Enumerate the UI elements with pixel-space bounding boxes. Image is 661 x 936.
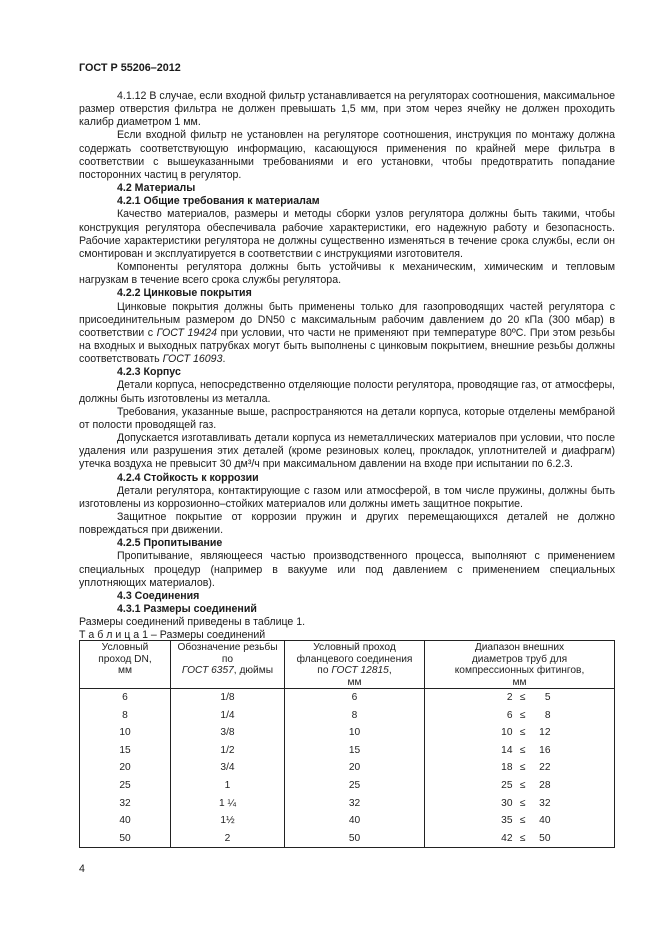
- cell-flange: 50: [285, 830, 425, 848]
- section-heading: 4.2.2 Цинковые покрытия: [117, 287, 252, 300]
- table-row: [80, 777, 615, 795]
- range-min: 42: [501, 832, 513, 844]
- document-body: [79, 90, 615, 643]
- cell-dn: 15: [80, 742, 171, 760]
- connection-sizes-table: [79, 640, 615, 848]
- table-row: [80, 689, 615, 707]
- cell-pipe-range: [425, 830, 615, 848]
- paragraph: Детали регулятора, контактирующие с газом или атмосферой, в том числе пружины, должны быть изготовлены из коррозионно–стойких материалов или должны иметь защитное покрытие.: [79, 484, 615, 510]
- range-symbol: ≤: [519, 744, 526, 756]
- document-header: ГОСТ Р 55206–2012: [79, 62, 181, 74]
- paragraph: Детали корпуса, непосредственно отделяющие полости регулятора, проводящие газ, от атмосферы, должны быть изготовлены из металла.: [79, 379, 615, 405]
- cell-pipe-range: [425, 795, 615, 813]
- cell-dn: 10: [80, 724, 171, 742]
- cell-dn: 25: [80, 777, 171, 795]
- column-header-flange: Условный проход фланцевого соединения по ГОСТ 12815, мм: [285, 641, 425, 689]
- cell-pipe-range: [425, 689, 615, 707]
- range-max: 32: [539, 797, 551, 809]
- column-header-thread: Обозначение резьбы по ГОСТ 6357, дюймы: [171, 641, 285, 689]
- table-row: [80, 707, 615, 725]
- range-symbol: ≤: [519, 727, 526, 739]
- cell-flange: 32: [285, 795, 425, 813]
- table-row: [80, 742, 615, 760]
- cell-flange: 25: [285, 777, 425, 795]
- section-heading: 4.2 Материалы: [117, 182, 196, 195]
- paragraph: [79, 301, 615, 367]
- cell-dn: 50: [80, 830, 171, 848]
- cell-dn: 6: [80, 689, 171, 707]
- cell-pipe-range: [425, 707, 615, 725]
- table-row: [80, 830, 615, 848]
- cell-pipe-range: [425, 777, 615, 795]
- text: при условии, что части не применяют при температуре 80ºС. При этом резьбы на входных и выходных патрубках могут быть выполнены с цинковым покрытием, внешние резьбы должны соответствовать: [79, 326, 615, 366]
- cell-flange: 40: [285, 812, 425, 830]
- range-max: 40: [539, 815, 551, 827]
- range-min: 18: [501, 762, 513, 774]
- cell-thread: 1/4: [171, 707, 285, 725]
- cell-flange: 6: [285, 689, 425, 707]
- cell-flange: 20: [285, 759, 425, 777]
- range-max: 5: [544, 692, 551, 703]
- column-header-dn: Условный проход DN, мм: [80, 641, 171, 689]
- table-row: [80, 795, 615, 813]
- range-min: 6: [506, 709, 513, 721]
- range-min: 35: [501, 815, 513, 827]
- section-heading: 4.2.1 Общие требования к материалам: [117, 195, 320, 208]
- standard-reference: ГОСТ 19424: [156, 326, 217, 339]
- range-symbol: ≤: [519, 815, 526, 827]
- cell-flange: 15: [285, 742, 425, 760]
- paragraph: Допускается изготавливать детали корпуса из неметаллических материалов при условии, что после удаления или разрушения этих деталей (кроме резиновых колец, прокладок, уплотнителей и диафрагм) утечка воздуха не превысит 30 дм³/ч при максимальном давлении на входе при испытании по 6.2.3.: [79, 432, 615, 471]
- cell-dn: 8: [80, 707, 171, 725]
- range-symbol: ≤: [519, 709, 526, 721]
- section-heading: 4.2.5 Пропитывание: [117, 537, 223, 550]
- range-max: 50: [539, 832, 551, 844]
- cell-flange: 10: [285, 724, 425, 742]
- table-caption: Т а б л и ц а 1 – Размеры соединений: [79, 629, 266, 642]
- range-min: 2: [506, 692, 513, 703]
- cell-thread: 1: [171, 777, 285, 795]
- table-row: [80, 812, 615, 830]
- paragraph-4-1-12: 4.1.12 В случае, если входной фильтр устанавливается на регуляторах соотношения, максимальное размер отверстия фильтра не должен превышать 1,5 мм, при этом через ячейку не должен проходить калибр диаметром 1 мм.: [79, 90, 615, 129]
- text: Цинковые покрытия должны быть применены только для газопроводящих частей регулятора с присоединительным размером до DN50 с максимальным рабочим давлением до 20 кПа (300 мбар) в соответствии с: [79, 300, 615, 339]
- cell-thread: 3/8: [171, 724, 285, 742]
- cell-pipe-range: [425, 759, 615, 777]
- range-min: 25: [501, 779, 513, 791]
- paragraph: Размеры соединений приведены в таблице 1.: [79, 616, 306, 629]
- range-max: 28: [539, 779, 551, 791]
- table-row: [80, 724, 615, 742]
- table-header-row: [80, 641, 615, 689]
- range-min: 14: [501, 744, 513, 756]
- section-heading: 4.2.3 Корпус: [117, 366, 181, 379]
- text: .: [222, 353, 226, 366]
- range-max: 8: [544, 709, 551, 721]
- cell-thread: 1 ¼: [171, 795, 285, 813]
- range-symbol: ≤: [519, 832, 526, 844]
- cell-thread: 2: [171, 830, 285, 848]
- cell-thread: 1/8: [171, 689, 285, 707]
- range-max: 12: [539, 727, 551, 739]
- cell-pipe-range: [425, 724, 615, 742]
- range-symbol: ≤: [519, 692, 526, 703]
- range-symbol: ≤: [519, 797, 526, 809]
- paragraph: Компоненты регулятора должны быть устойчивы к механическим, химическим и тепловым нагрузкам в течение всего срока службы регулятора.: [79, 261, 615, 287]
- cell-thread: 3/4: [171, 759, 285, 777]
- range-min: 10: [501, 727, 513, 739]
- cell-dn: 20: [80, 759, 171, 777]
- section-heading: 4.3 Соединения: [117, 589, 200, 602]
- cell-thread: 1½: [171, 812, 285, 830]
- section-heading: 4.3.1 Размеры соединений: [117, 603, 257, 616]
- cell-dn: 40: [80, 812, 171, 830]
- paragraph: Требования, указанные выше, распространяются на детали корпуса, которые отделены мембраной от полости проводящей газ.: [79, 405, 615, 431]
- cell-flange: 8: [285, 707, 425, 725]
- range-max: 22: [539, 762, 551, 774]
- cell-dn: 32: [80, 795, 171, 813]
- paragraph: Защитное покрытие от коррозии пружин и других перемещающихся деталей не должно повреждаться при движении.: [79, 511, 615, 537]
- range-max: 16: [539, 744, 551, 756]
- range-min: 30: [501, 797, 513, 809]
- range-symbol: ≤: [519, 779, 526, 791]
- range-symbol: ≤: [519, 762, 526, 774]
- page-number: 4: [79, 863, 85, 875]
- paragraph: Качество материалов, размеры и методы сборки узлов регулятора должны быть такими, чтобы конструкция регулятора обеспечивала рабочие характеристики, его надежную работу и безопасность. Рабочие характеристики регулятора не должны существенно изменяться в течение срока службы, если он смонтирован и эксплуатируется в соответствии с инструкциями изготовителя.: [79, 208, 615, 260]
- section-heading: 4.2.4 Стойкость к коррозии: [117, 471, 259, 484]
- cell-thread: 1/2: [171, 742, 285, 760]
- table-row: [80, 759, 615, 777]
- standard-reference: ГОСТ 16093: [162, 353, 223, 366]
- paragraph: Пропитывание, являющееся частью производственного процесса, выполняют с применением специальных процедур (например в вакууме или под давлением с применением специальных уплотняющих материалов).: [79, 550, 615, 589]
- cell-pipe-range: [425, 742, 615, 760]
- cell-pipe-range: [425, 812, 615, 830]
- paragraph: Если входной фильтр не установлен на регуляторе соотношения, инструкция по монтажу должна содержать соответствующую информацию, касающуюся применения по крайней мере фильтра в соответствии с вышеуказанными требованиями и его установки, чтобы предотвратить попадание посторонних частиц в регулятор.: [79, 129, 615, 181]
- column-header-pipe-range: Диапазон внешних диаметров труб для компрессионных фитингов, мм: [425, 641, 615, 689]
